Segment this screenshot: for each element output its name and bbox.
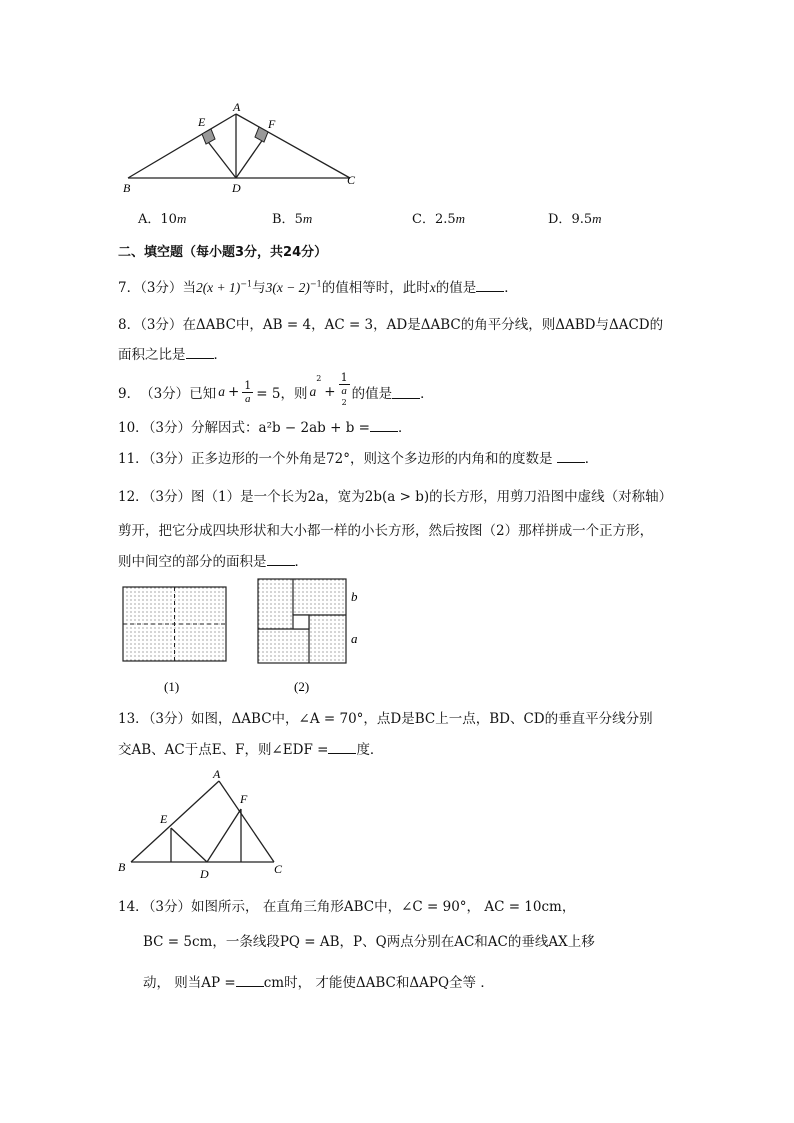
fig2-center-hole (293, 615, 309, 629)
label-F: F (240, 792, 248, 806)
fig2-caption: (2) (294, 679, 310, 694)
question-12-line2: 剪开，把它分成四块形状和大小都一样的小长方形，然后按图（2）那样拼成一个正方形， (118, 523, 654, 539)
label-E: E (198, 115, 206, 129)
segment-DF (207, 809, 241, 862)
answer-blank[interactable] (557, 450, 585, 463)
question-13-line2: 交AB、AC于点E、F，则∠EDF = 度． (118, 742, 384, 758)
question-8: 8．（3分）在ΔABC中，AB = 4，AC = 3，AD是ΔABC的角平分线，则ΔABD与ΔACD的 (118, 317, 664, 333)
question-12-line3: 则中间空的部分的面积是 ． (118, 554, 308, 570)
fig2-label-b: b (351, 589, 358, 604)
answer-blank[interactable] (267, 553, 295, 566)
right-angle-mark-F (255, 127, 268, 142)
label-F: F (268, 117, 276, 131)
question-14-line2: BC = 5cm，一条线段PQ = AB，P、Q两点分别在AC和AC的垂线AX上移 (143, 934, 595, 950)
label-C: C (347, 173, 356, 187)
question-7: 7．（3分）当$2(x + 1)^{-1}$与$3(x - 2)^{-1}$的值相等时，此时x的值是 ． (118, 279, 518, 296)
fig2-label-a: a (351, 631, 358, 646)
answer-blank[interactable] (476, 279, 504, 292)
right-angle-mark-E (202, 129, 215, 144)
answer-blank[interactable] (236, 974, 264, 987)
question-9: 9． （3分） 已知 a + $\frac{1}{a}$ = 5，则 a 2 + 1 a $^2$ 的值是 ． (118, 372, 434, 413)
segment-AB (128, 114, 236, 178)
answer-blank[interactable] (328, 741, 356, 754)
q12-figure (118, 575, 378, 700)
question-12: 12．（3分）图（1）是一个长为2a，宽为2b(a > b)的长方形，用剪刀沿图中虚线（对称轴） (118, 489, 673, 505)
segment-AB (131, 781, 219, 862)
question-14-line3: 动， 则当AP = cm时， 才能使ΔABC和ΔAPQ全等 ． (143, 975, 494, 991)
fig1-caption: (1) (164, 679, 180, 694)
q6-choice-d[interactable]: D．9.5m (548, 211, 602, 227)
answer-blank[interactable] (392, 386, 420, 399)
question-11: 11．（3分）正多边形的一个外角是72°，则这个多边形的内角和的度数是 ． (118, 451, 599, 467)
label-A: A (213, 767, 221, 781)
segment-AC (236, 114, 350, 178)
section-heading: 二、填空题（每小题3分，共24分） (118, 245, 328, 260)
answer-blank[interactable] (186, 346, 214, 359)
q6-choice-c[interactable]: C．2.5m (412, 211, 466, 227)
q6-figure (118, 100, 368, 200)
question-10: 10．（3分）分解因式：a²b − 2ab + b = ． (118, 420, 412, 436)
q13-figure (115, 766, 295, 881)
label-A: A (233, 100, 241, 114)
segment-ED (171, 828, 207, 862)
label-E: E (160, 812, 168, 826)
question-14: 14．（3分）如图所示， 在直角三角形ABC中，∠C = 90°， AC = 10cm， (118, 899, 576, 915)
q6-choice-a[interactable]: A．10m (138, 211, 187, 227)
label-B: B (123, 181, 131, 195)
label-D: D (232, 181, 241, 195)
fraction-1-over-a-squared: 1 a $^2$ (340, 371, 348, 407)
answer-blank[interactable] (370, 419, 398, 432)
question-13: 13．（3分）如图，ΔABC中，∠A = 70°，点D是BC上一点，BD、CD的垂直平分线分别 (118, 711, 653, 727)
question-8-line2: 面积之比是 ． (118, 347, 227, 363)
q6-choice-b[interactable]: B．5m (272, 211, 313, 227)
fraction-1-over-a: $\frac{1}{a}$ (244, 378, 252, 405)
label-C: C (274, 862, 283, 876)
label-B: B (118, 860, 126, 874)
label-D: D (200, 867, 209, 881)
